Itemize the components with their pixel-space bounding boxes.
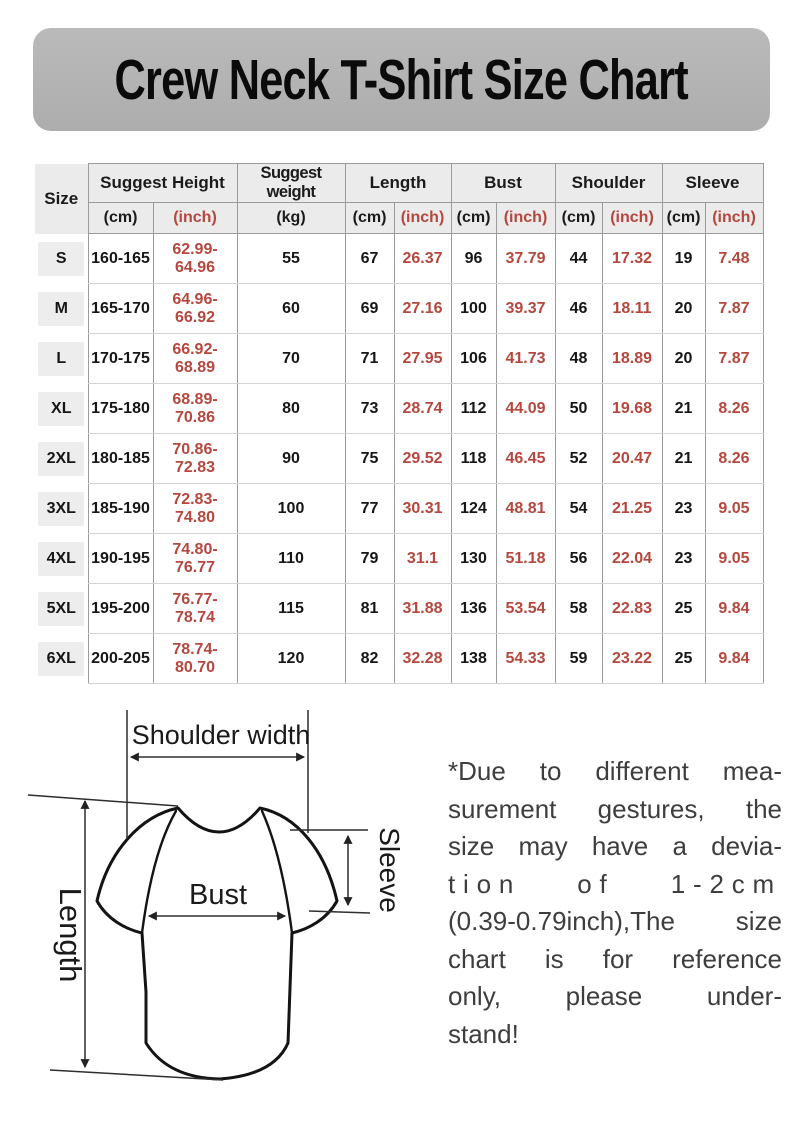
header-suggest-weight: Suggest weight (237, 164, 345, 203)
note-line: stand! (448, 1018, 519, 1049)
disclaimer-note (448, 753, 782, 1053)
table-cell: 106 (451, 334, 496, 384)
table-cell: 62.99-64.96 (153, 234, 237, 284)
table-cell: 115 (237, 584, 345, 634)
size-cell (35, 634, 88, 684)
table-cell: 70.86-72.83 (153, 434, 237, 484)
table-cell: 72.83-74.80 (153, 484, 237, 534)
table-cell: 138 (451, 634, 496, 684)
size-cell (35, 384, 88, 434)
table-cell: 59 (555, 634, 602, 684)
table-row (35, 434, 763, 484)
table-cell: 52 (555, 434, 602, 484)
table-row (35, 384, 763, 434)
table-cell: 29.52 (394, 434, 451, 484)
table-cell: 70 (237, 334, 345, 384)
table-cell: 69 (345, 284, 394, 334)
table-cell: 130 (451, 534, 496, 584)
table-cell: 20 (662, 284, 705, 334)
table-cell: 74.80-76.77 (153, 534, 237, 584)
table-cell: 39.37 (496, 284, 555, 334)
table-cell: 118 (451, 434, 496, 484)
table-cell: 48.81 (496, 484, 555, 534)
table-cell: 9.05 (705, 484, 763, 534)
table-cell: 79 (345, 534, 394, 584)
table-cell: 44.09 (496, 384, 555, 434)
subheader-inch: (inch) (394, 203, 451, 234)
table-cell: 58 (555, 584, 602, 634)
table-cell: 53.54 (496, 584, 555, 634)
table-cell: 50 (555, 384, 602, 434)
table-cell: 7.87 (705, 284, 763, 334)
table-cell: 9.05 (705, 534, 763, 584)
table-cell: 48 (555, 334, 602, 384)
note-line: only, please under- (448, 981, 782, 1011)
size-chip: L (38, 342, 84, 376)
subheader-cm: (cm) (662, 203, 705, 234)
table-cell: 25 (662, 584, 705, 634)
table-cell: 20 (662, 334, 705, 384)
table-cell: 124 (451, 484, 496, 534)
table-row (35, 334, 763, 384)
size-cell (35, 534, 88, 584)
size-chip: 2XL (38, 442, 84, 476)
table-cell: 82 (345, 634, 394, 684)
table-cell: 21 (662, 384, 705, 434)
table-cell: 23 (662, 534, 705, 584)
table-cell: 20.47 (602, 434, 662, 484)
note-line: *Due to different mea- (448, 756, 782, 786)
size-chip: 3XL (38, 492, 84, 526)
table-cell: 195-200 (88, 584, 153, 634)
table-cell: 78.74-80.70 (153, 634, 237, 684)
table-cell: 54.33 (496, 634, 555, 684)
table-row (35, 634, 763, 684)
table-cell: 7.87 (705, 334, 763, 384)
table-cell: 55 (237, 234, 345, 284)
table-cell: 76.77-78.74 (153, 584, 237, 634)
table-cell: 18.89 (602, 334, 662, 384)
label-sleeve: Sleeve (374, 827, 405, 913)
note-line: surement gestures, the (448, 793, 782, 824)
size-chip: 6XL (38, 642, 84, 676)
table-cell: 27.16 (394, 284, 451, 334)
table-cell: 54 (555, 484, 602, 534)
table-cell: 31.88 (394, 584, 451, 634)
table-cell: 23 (662, 484, 705, 534)
table-cell: 73 (345, 384, 394, 434)
size-table (35, 163, 764, 684)
table-cell: 41.73 (496, 334, 555, 384)
group-header-row (35, 164, 763, 203)
table-cell: 60 (237, 284, 345, 334)
table-cell: 7.48 (705, 234, 763, 284)
table-cell: 71 (345, 334, 394, 384)
table-cell: 56 (555, 534, 602, 584)
table-cell: 23.22 (602, 634, 662, 684)
table-row (35, 584, 763, 634)
table-cell: 8.26 (705, 434, 763, 484)
table-cell: 185-190 (88, 484, 153, 534)
label-bust: Bust (188, 879, 248, 911)
table-row (35, 484, 763, 534)
table-row (35, 534, 763, 584)
label-length: Length (53, 887, 88, 983)
table-cell: 67 (345, 234, 394, 284)
size-chip: XL (38, 392, 84, 426)
table-cell: 180-185 (88, 434, 153, 484)
size-cell (35, 284, 88, 334)
label-shoulder-width: Shoulder width (131, 720, 311, 750)
table-cell: 22.83 (602, 584, 662, 634)
table-cell: 81 (345, 584, 394, 634)
tshirt-outline-icon (97, 808, 337, 1079)
table-cell: 46.45 (496, 434, 555, 484)
table-cell: 68.89-70.86 (153, 384, 237, 434)
tshirt-measurement-diagram (18, 692, 443, 1104)
size-chip: M (38, 292, 84, 326)
table-cell: 96 (451, 234, 496, 284)
size-chip: S (38, 242, 84, 276)
table-cell: 64.96-66.92 (153, 284, 237, 334)
table-cell: 77 (345, 484, 394, 534)
table-cell: 51.18 (496, 534, 555, 584)
subheader-inch: (inch) (153, 203, 237, 234)
subheader-cm: (cm) (88, 203, 153, 234)
table-cell: 8.26 (705, 384, 763, 434)
unit-header-row (35, 203, 763, 234)
table-cell: 26.37 (394, 234, 451, 284)
table-cell: 75 (345, 434, 394, 484)
table-cell: 120 (237, 634, 345, 684)
table-header (35, 164, 763, 234)
table-cell: 27.95 (394, 334, 451, 384)
note-line: chart is for reference (448, 943, 782, 974)
note-line: tion of 1-2cm (448, 868, 782, 899)
size-cell (35, 584, 88, 634)
table-cell: 19.68 (602, 384, 662, 434)
size-chip: 5XL (38, 592, 84, 626)
table-cell: 44 (555, 234, 602, 284)
table-cell: 90 (237, 434, 345, 484)
table-cell: 22.04 (602, 534, 662, 584)
header-suggest-height: Suggest Height (88, 164, 237, 203)
header-length: Length (345, 164, 451, 203)
header-size: Size (35, 164, 88, 234)
table-row (35, 234, 763, 284)
table-cell: 175-180 (88, 384, 153, 434)
subheader-cm: (cm) (555, 203, 602, 234)
table-cell: 19 (662, 234, 705, 284)
table-cell: 30.31 (394, 484, 451, 534)
table-cell: 32.28 (394, 634, 451, 684)
size-cell (35, 334, 88, 384)
table-cell: 9.84 (705, 584, 763, 634)
subheader-cm: (cm) (451, 203, 496, 234)
subheader-inch: (inch) (705, 203, 763, 234)
tshirt-diagram-svg (18, 692, 443, 1104)
size-cell (35, 234, 88, 284)
subheader-inch: (inch) (496, 203, 555, 234)
table-cell: 31.1 (394, 534, 451, 584)
table-cell: 160-165 (88, 234, 153, 284)
table-cell: 46 (555, 284, 602, 334)
table-cell: 25 (662, 634, 705, 684)
table-cell: 165-170 (88, 284, 153, 334)
note-line: size may have a devia- (448, 831, 782, 861)
size-cell (35, 484, 88, 534)
table-cell: 28.74 (394, 384, 451, 434)
table-cell: 21 (662, 434, 705, 484)
table-cell: 37.79 (496, 234, 555, 284)
table-cell: 112 (451, 384, 496, 434)
size-table-body (35, 234, 763, 684)
table-cell: 66.92-68.89 (153, 334, 237, 384)
subheader-kg: (kg) (237, 203, 345, 234)
header-bust: Bust (451, 164, 555, 203)
note-line: (0.39-0.79inch),The size (448, 906, 782, 936)
table-cell: 110 (237, 534, 345, 584)
table-cell: 80 (237, 384, 345, 434)
title-banner (33, 28, 770, 131)
table-cell: 200-205 (88, 634, 153, 684)
header-sleeve: Sleeve (662, 164, 763, 203)
table-cell: 100 (451, 284, 496, 334)
subheader-inch: (inch) (602, 203, 662, 234)
header-shoulder: Shoulder (555, 164, 662, 203)
size-chip: 4XL (38, 542, 84, 576)
table-cell: 170-175 (88, 334, 153, 384)
size-cell (35, 434, 88, 484)
table-cell: 190-195 (88, 534, 153, 584)
page-title: Crew Neck T-Shirt Size Chart (114, 47, 689, 112)
table-cell: 100 (237, 484, 345, 534)
table-row (35, 284, 763, 334)
table-cell: 136 (451, 584, 496, 634)
table-cell: 9.84 (705, 634, 763, 684)
subheader-cm: (cm) (345, 203, 394, 234)
table-cell: 21.25 (602, 484, 662, 534)
table-cell: 18.11 (602, 284, 662, 334)
table-cell: 17.32 (602, 234, 662, 284)
